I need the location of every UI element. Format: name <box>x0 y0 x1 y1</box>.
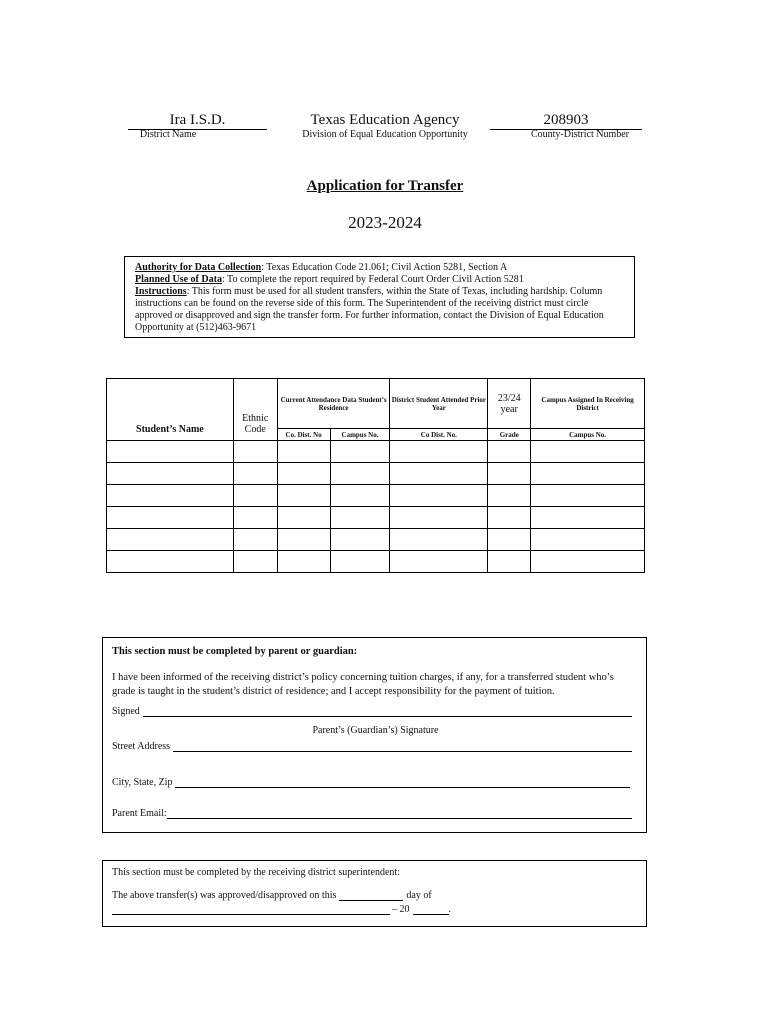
ethnic-code-cell[interactable] <box>233 529 277 551</box>
prior-district-cell[interactable] <box>390 485 488 507</box>
instructions-text: : This form must be used for all student transfers, within the State of Texas, including hardship. Column instructions can be found on the reverse side of this form. The Superintendent of the receiving district must circle approved or disapproved and sign the transfer form. For further information, contact the Division of Equal Education Opportunity at (512)463-9671 <box>135 286 604 333</box>
approval-year-field[interactable] <box>413 905 449 915</box>
co-dist-cell[interactable] <box>277 551 330 573</box>
planned-use-line <box>135 274 624 286</box>
assigned-campus-cell[interactable] <box>531 441 645 463</box>
prior-district-cell[interactable] <box>390 441 488 463</box>
street-address-line <box>112 741 632 752</box>
campus-cell[interactable] <box>330 529 390 551</box>
city-state-zip-line <box>112 777 630 788</box>
form-title: Application for Transfer <box>306 178 464 194</box>
table-row <box>107 507 645 529</box>
year-header: 23/24 year <box>488 379 531 429</box>
prior-district-cell[interactable] <box>390 507 488 529</box>
transfer-approval-text: The above transfer(s) was approved/disapproved on this <box>112 890 337 901</box>
signed-label: Signed <box>112 706 140 717</box>
student-transfer-table <box>106 378 645 573</box>
authority-collection-line <box>135 262 624 274</box>
co-dist-cell[interactable] <box>277 507 330 529</box>
ethnic-code-cell[interactable] <box>233 507 277 529</box>
prior-district-header: District Student Attended Prior Year <box>390 379 488 429</box>
student-name-cell[interactable] <box>107 529 234 551</box>
campus-assigned-header: Campus Assigned In Receiving District <box>531 379 645 429</box>
year-prefix: – 20 <box>392 904 410 915</box>
assigned-campus-cell[interactable] <box>531 551 645 573</box>
student-name-cell[interactable] <box>107 551 234 573</box>
approval-day-field[interactable] <box>339 891 403 901</box>
planned-use-text: : To complete the report required by Federal Court Order Civil Action 5281 <box>221 274 524 285</box>
street-address-field[interactable] <box>173 742 632 752</box>
grade-header: Grade <box>488 429 531 441</box>
school-year: 2023-2024 <box>348 213 422 232</box>
transfer-approval-line <box>112 890 432 901</box>
instructions-label: Instructions <box>135 286 187 297</box>
grade-cell[interactable] <box>488 485 531 507</box>
prior-district-cell[interactable] <box>390 529 488 551</box>
grade-cell[interactable] <box>488 529 531 551</box>
campus-cell[interactable] <box>330 485 390 507</box>
table-row <box>107 529 645 551</box>
table-row <box>107 463 645 485</box>
agency-division: Division of Equal Education Opportunity <box>302 129 468 140</box>
table-row <box>107 441 645 463</box>
current-attendance-header: Current Attendance Data Student’s Residence <box>277 379 390 429</box>
student-name-cell[interactable] <box>107 441 234 463</box>
county-district-number-value: 208903 <box>490 112 642 130</box>
year-suffix: . <box>448 904 451 915</box>
student-name-cell[interactable] <box>107 485 234 507</box>
table-row <box>107 485 645 507</box>
parent-email-line <box>112 808 632 819</box>
campus-cell[interactable] <box>330 441 390 463</box>
ethnic-code-cell[interactable] <box>233 441 277 463</box>
assigned-campus-cell[interactable] <box>531 507 645 529</box>
co-dist-cell[interactable] <box>277 463 330 485</box>
ethnic-code-cell[interactable] <box>233 485 277 507</box>
signature-field[interactable] <box>143 707 632 717</box>
parent-email-label: Parent Email: <box>112 808 167 819</box>
instructions-line <box>135 286 624 334</box>
co-dist-cell[interactable] <box>277 441 330 463</box>
approval-date-line <box>112 904 451 915</box>
prior-district-cell[interactable] <box>390 551 488 573</box>
student-name-cell[interactable] <box>107 463 234 485</box>
parent-email-field[interactable] <box>167 809 632 819</box>
grade-cell[interactable] <box>488 507 531 529</box>
superintendent-section <box>102 860 647 927</box>
city-state-zip-field[interactable] <box>175 778 630 788</box>
grade-cell[interactable] <box>488 463 531 485</box>
campus-no-header: Campus No. <box>330 429 390 441</box>
district-name-label: District Name <box>139 129 197 140</box>
co-dist-cell[interactable] <box>277 485 330 507</box>
assigned-campus-cell[interactable] <box>531 529 645 551</box>
ethnic-code-header: Ethnic Code <box>233 379 277 441</box>
table-row <box>107 551 645 573</box>
parent-section-heading: This section must be completed by parent or guardian: <box>112 646 358 657</box>
grade-cell[interactable] <box>488 551 531 573</box>
prior-district-cell[interactable] <box>390 463 488 485</box>
authority-collection-text: : Texas Education Code 21.061; Civil Action 5281, Section A <box>261 262 508 273</box>
authority-box <box>124 256 635 338</box>
district-name-value: Ira I.S.D. <box>128 112 267 130</box>
superintendent-heading: This section must be completed by the receiving district superintendent: <box>112 867 400 878</box>
parent-guardian-section <box>102 637 647 833</box>
assigned-campus-cell[interactable] <box>531 485 645 507</box>
county-district-number-label: County-District Number <box>530 129 630 140</box>
co-dist-cell[interactable] <box>277 529 330 551</box>
campus-cell[interactable] <box>330 463 390 485</box>
co-dist-no-header: Co. Dist. No <box>277 429 330 441</box>
authority-collection-label: Authority for Data Collection <box>135 262 262 273</box>
ethnic-code-cell[interactable] <box>233 551 277 573</box>
signature-caption: Parent’s (Guardian’s) Signature <box>312 725 439 736</box>
assigned-campus-cell[interactable] <box>531 463 645 485</box>
approval-month-field[interactable] <box>112 905 390 915</box>
grade-cell[interactable] <box>488 441 531 463</box>
street-address-label: Street Address <box>112 741 171 752</box>
campus-cell[interactable] <box>330 551 390 573</box>
student-name-header: Student’s Name <box>107 379 234 441</box>
student-name-cell[interactable] <box>107 507 234 529</box>
city-state-zip-label: City, State, Zip <box>112 777 173 788</box>
prior-co-dist-header: Co Dist. No. <box>390 429 488 441</box>
day-of-label: day of <box>406 890 432 901</box>
assigned-campus-no-header: Campus No. <box>531 429 645 441</box>
campus-cell[interactable] <box>330 507 390 529</box>
signed-line <box>112 706 632 717</box>
agency-name: Texas Education Agency <box>310 112 460 128</box>
tuition-statement: I have been informed of the receiving district’s policy concerning tuition charges, if any, for a transferred student who’s grade is taught in the student’s district of residence; and I accept responsibility for the payment of tuition. <box>112 672 614 697</box>
ethnic-code-cell[interactable] <box>233 463 277 485</box>
planned-use-label: Planned Use of Data <box>135 274 222 285</box>
